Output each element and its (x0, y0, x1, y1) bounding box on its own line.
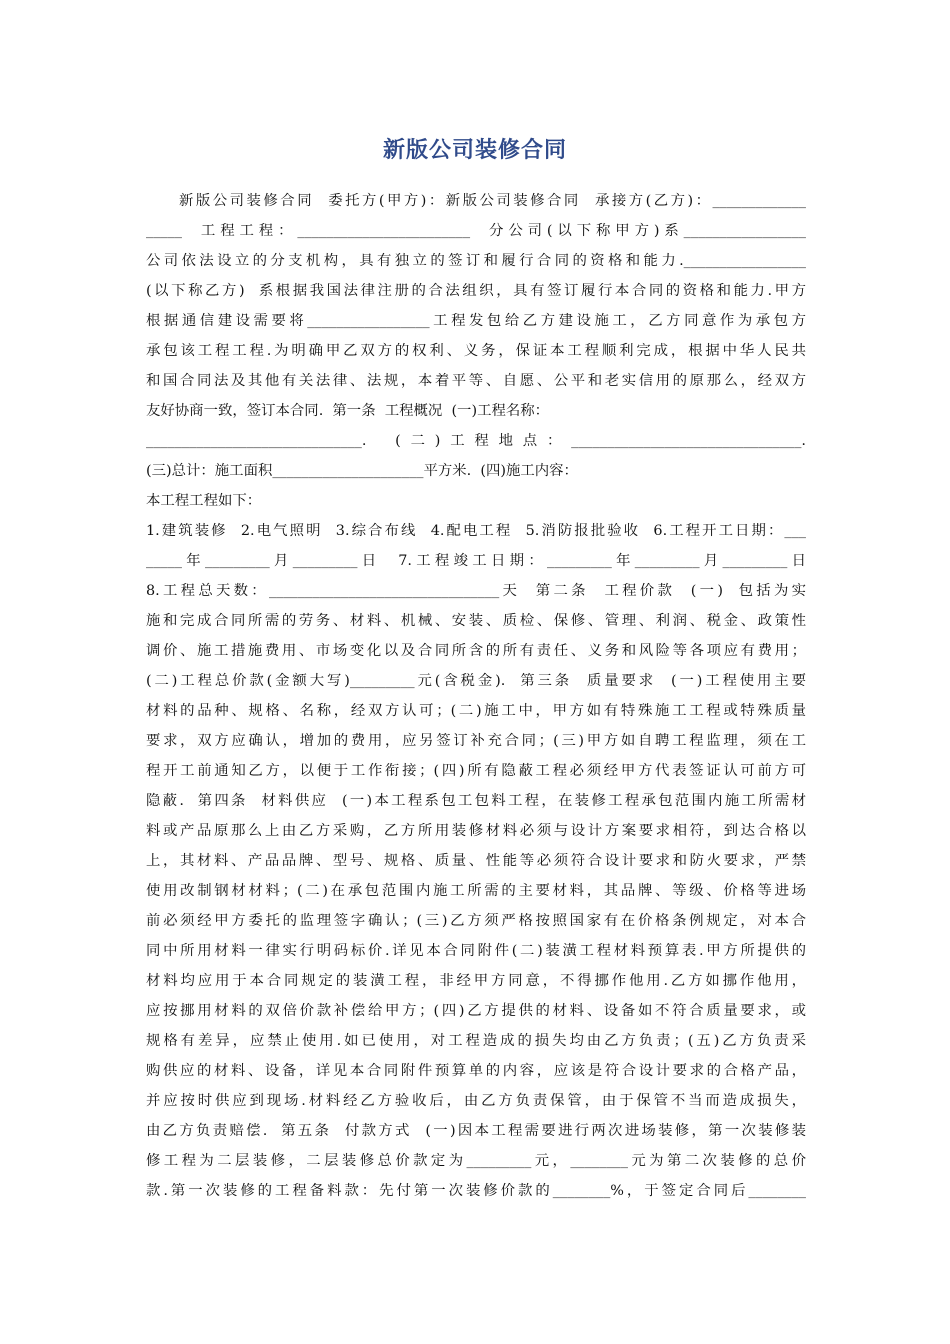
paragraph-line: 本工程工程如下： (146, 493, 262, 509)
paragraph-line: (三)总计：施工面积_____________________平方米. (四)施工内容： (146, 463, 578, 479)
paragraph-line: 根据通信建设需要将_________________工程发包给乙方建设施工，乙方同意作为承包方 (146, 313, 806, 329)
paragraph-line: (以下称乙方) 系根据我国法律注册的合法组织，具有签订履行本合同的资格和能力.甲方 (146, 283, 806, 299)
paragraph-line: 规格有差异，应禁止使用.如已使用，对工程造成的损失均由乙方负责；(五)乙方负责采 (146, 1033, 806, 1049)
paragraph-line: 要求，双方应确认，增加的费用，应另签订补充合同；(三)甲方如自聘工程监理，须在工 (146, 733, 806, 749)
paragraph-line: 前必须经甲方委托的监理签字确认；(三)乙方须严格按照国家有在价格条例规定，对本合 (146, 913, 806, 929)
paragraph-line: 材料均应用于本合同规定的装潢工程，非经甲方同意，不得挪作他用.乙方如挪作他用， (146, 973, 806, 989)
paragraph-line: 友好协商一致，签订本合同. 第一条 工程概况 (一)工程名称： (146, 403, 550, 419)
paragraph-line: 程开工前通知乙方，以便于工作衔接；(四)所有隐蔽工程必须经甲方代表签证认可前方可 (146, 763, 806, 779)
paragraph-line: 和国合同法及其他有关法律、法规，本着平等、自愿、公平和老实信用的原那么，经双方 (146, 373, 806, 389)
paragraph-line: 公司依法设立的分支机构，具有独立的签订和履行合同的资格和能力._________________ (146, 253, 806, 269)
paragraph-line: 并应按时供应到现场.材料经乙方验收后，由乙方负责保管，由于保管不当而造成损失， (146, 1093, 806, 1109)
paragraph-line: 上，其材料、产品品牌、型号、规格、质量、性能等必须符合设计要求和防火要求，严禁 (146, 853, 806, 869)
paragraph-line: ______________________________. (二)工程地点：________________________________. (146, 433, 806, 449)
paragraph-line: 新版公司装修合同 委托方(甲方)：新版公司装修合同 承接方(乙方)：_____________ (179, 193, 806, 209)
paragraph-line: 购供应的材料、设备，详见本合同附件预算单的内容，应该是符合设计要求的合格产品， (146, 1063, 806, 1079)
paragraph-line: 款.第一次装修的工程备料款：先付第一次装修价款的________%，于签定合同后________ (146, 1183, 806, 1199)
document-title: 新版公司装修合同 (382, 138, 567, 163)
paragraph-line: 8.工程总天数：________________________________天 第二条 工程价款 (一) 包括为实 (146, 583, 806, 599)
paragraph-line: 材料的品种、规格、名称，经双方认可；(二)施工中，甲方如有特殊施工工程或特殊质量 (146, 703, 806, 719)
paragraph-line: 料或产品原那么上由乙方采购，乙方所用装修材料必须与设计方案要求相符，到达合格以 (146, 823, 806, 839)
paragraph-line: 承包该工程工程.为明确甲乙双方的权利、义务，保证本工程顺利完成，根据中华人民共 (146, 343, 806, 359)
paragraph-line: (二)工程总价款(金额大写)_________元(含税金). 第三条 质量要求 (一)工程使用主要 (146, 673, 806, 689)
paragraph-line: 施和完成合同所需的劳务、材料、机械、安装、质检、保修、管理、利润、税金、政策性 (146, 613, 806, 629)
paragraph-line: 应按挪用材料的双倍价款补偿给甲方；(四)乙方提供的材料、设备如不符合质量要求，或 (146, 1003, 806, 1019)
paragraph-line: 隐蔽. 第四条 材料供应 (一)本工程系包工包料工程，在装修工程承包范围内施工所需材 (146, 793, 806, 809)
paragraph-line: 使用改制钢材材料；(二)在承包范围内施工所需的主要材料，其品牌、等级、价格等进场 (146, 883, 806, 899)
paragraph-line: 1.建筑装修 2.电气照明 3.综合布线 4.配电工程 5.消防报批验收 6.工程开工日期：___ (146, 523, 806, 539)
paragraph-line: 由乙方负责赔偿. 第五条 付款方式 (一)因本工程需要进行两次进场装修，第一次装修装 (146, 1123, 806, 1139)
paragraph-line: 修工程为二层装修，二层装修总价款定为_________元，________元为第二次装修的总价 (146, 1153, 806, 1169)
paragraph-line: _____ 工程工程：________________________ 分公司(以下称甲方)系_________________ (146, 223, 806, 239)
document-body (146, 186, 806, 1206)
paragraph-line: _____年_________月_________日 7.工程竣工日期：_________年_________月_________日 (146, 553, 806, 569)
paragraph-line: 同中所用材料一律实行明码标价.详见本合同附件(二)装潢工程材料预算表.甲方所提供的 (146, 943, 806, 959)
paragraph-line: 调价、施工措施费用、市场变化以及合同所含的所有责任、义务和风险等各项应有费用； (146, 643, 806, 659)
